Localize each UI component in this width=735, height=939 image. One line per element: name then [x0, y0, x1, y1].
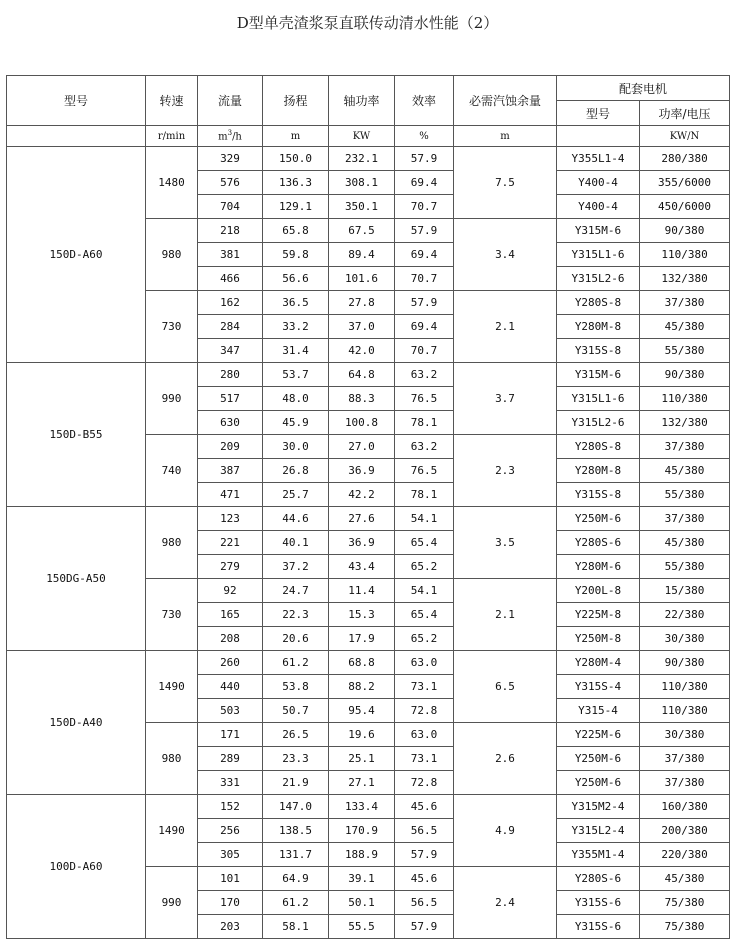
head-cell: 65.8 — [263, 219, 329, 243]
flow-cell: 347 — [198, 339, 263, 363]
speed-cell: 740 — [146, 435, 198, 507]
efficiency-cell: 69.4 — [395, 171, 454, 195]
head-cell: 45.9 — [263, 411, 329, 435]
efficiency-cell: 65.4 — [395, 531, 454, 555]
motor-power-cell: 37/380 — [640, 435, 730, 459]
efficiency-cell: 73.1 — [395, 747, 454, 771]
shaft-power-cell: 37.0 — [329, 315, 395, 339]
motor-model-cell: Y355L1-4 — [557, 147, 640, 171]
flow-cell: 101 — [198, 867, 263, 891]
pump-model-cell: 150D-A60 — [7, 147, 146, 363]
header-efficiency: 效率 — [395, 76, 454, 126]
motor-power-cell: 90/380 — [640, 219, 730, 243]
header-motor-power: 功率/电压 — [640, 101, 730, 126]
efficiency-cell: 70.7 — [395, 267, 454, 291]
head-cell: 40.1 — [263, 531, 329, 555]
motor-power-cell: 55/380 — [640, 339, 730, 363]
flow-cell: 440 — [198, 675, 263, 699]
motor-model-cell: Y280M-6 — [557, 555, 640, 579]
flow-cell: 331 — [198, 771, 263, 795]
head-cell: 30.0 — [263, 435, 329, 459]
flow-cell: 704 — [198, 195, 263, 219]
motor-power-cell: 200/380 — [640, 819, 730, 843]
head-cell: 33.2 — [263, 315, 329, 339]
npsh-cell: 2.6 — [454, 723, 557, 795]
motor-power-cell: 110/380 — [640, 243, 730, 267]
efficiency-cell: 72.8 — [395, 771, 454, 795]
motor-model-cell: Y225M-6 — [557, 723, 640, 747]
motor-power-cell: 37/380 — [640, 507, 730, 531]
efficiency-cell: 57.9 — [395, 147, 454, 171]
npsh-cell: 7.5 — [454, 147, 557, 219]
npsh-cell: 3.5 — [454, 507, 557, 579]
shaft-power-cell: 43.4 — [329, 555, 395, 579]
npsh-cell: 2.4 — [454, 867, 557, 939]
efficiency-cell: 57.9 — [395, 219, 454, 243]
motor-model-cell: Y315L2-6 — [557, 411, 640, 435]
shaft-power-cell: 27.8 — [329, 291, 395, 315]
header-model: 型号 — [7, 76, 146, 126]
motor-power-cell: 45/380 — [640, 315, 730, 339]
shaft-power-cell: 27.6 — [329, 507, 395, 531]
motor-power-cell: 45/380 — [640, 459, 730, 483]
motor-model-cell: Y315-4 — [557, 699, 640, 723]
efficiency-cell: 76.5 — [395, 459, 454, 483]
efficiency-cell: 65.2 — [395, 555, 454, 579]
motor-model-cell: Y400-4 — [557, 195, 640, 219]
motor-model-cell: Y250M-6 — [557, 747, 640, 771]
npsh-cell: 4.9 — [454, 795, 557, 867]
efficiency-cell: 57.9 — [395, 915, 454, 939]
flow-cell: 289 — [198, 747, 263, 771]
motor-power-cell: 110/380 — [640, 387, 730, 411]
speed-cell: 730 — [146, 291, 198, 363]
flow-cell: 284 — [198, 315, 263, 339]
motor-model-cell: Y280M-4 — [557, 651, 640, 675]
motor-power-cell: 45/380 — [640, 867, 730, 891]
motor-model-cell: Y315S-6 — [557, 915, 640, 939]
efficiency-cell: 72.8 — [395, 699, 454, 723]
flow-cell: 123 — [198, 507, 263, 531]
shaft-power-cell: 350.1 — [329, 195, 395, 219]
head-cell: 58.1 — [263, 915, 329, 939]
motor-power-cell: 450/6000 — [640, 195, 730, 219]
flow-cell: 503 — [198, 699, 263, 723]
speed-cell: 1490 — [146, 795, 198, 867]
unit-motor-power: KW/N — [640, 126, 730, 147]
shaft-power-cell: 88.2 — [329, 675, 395, 699]
shaft-power-cell: 55.5 — [329, 915, 395, 939]
table-body — [7, 147, 730, 939]
motor-power-cell: 160/380 — [640, 795, 730, 819]
motor-model-cell: Y400-4 — [557, 171, 640, 195]
unit-npsh: m — [454, 126, 557, 147]
pump-model-cell: 150DG-A50 — [7, 507, 146, 651]
flow-cell: 576 — [198, 171, 263, 195]
table-row — [7, 651, 730, 675]
head-cell: 147.0 — [263, 795, 329, 819]
motor-model-cell: Y280S-6 — [557, 531, 640, 555]
motor-model-cell: Y315S-4 — [557, 675, 640, 699]
unit-flow-exp: 3 — [227, 129, 233, 138]
flow-cell: 329 — [198, 147, 263, 171]
unit-motor-model — [557, 126, 640, 147]
head-cell: 44.6 — [263, 507, 329, 531]
shaft-power-cell: 15.3 — [329, 603, 395, 627]
head-cell: 25.7 — [263, 483, 329, 507]
npsh-cell: 2.1 — [454, 291, 557, 363]
flow-cell: 208 — [198, 627, 263, 651]
speed-cell: 980 — [146, 219, 198, 291]
motor-power-cell: 220/380 — [640, 843, 730, 867]
head-cell: 26.8 — [263, 459, 329, 483]
shaft-power-cell: 36.9 — [329, 531, 395, 555]
efficiency-cell: 57.9 — [395, 843, 454, 867]
shaft-power-cell: 95.4 — [329, 699, 395, 723]
motor-power-cell: 132/380 — [640, 411, 730, 435]
motor-power-cell: 90/380 — [640, 363, 730, 387]
speed-cell: 730 — [146, 579, 198, 651]
flow-cell: 305 — [198, 843, 263, 867]
speed-cell: 980 — [146, 723, 198, 795]
shaft-power-cell: 42.2 — [329, 483, 395, 507]
motor-model-cell: Y315M-6 — [557, 363, 640, 387]
motor-model-cell: Y200L-8 — [557, 579, 640, 603]
shaft-power-cell: 133.4 — [329, 795, 395, 819]
flow-cell: 517 — [198, 387, 263, 411]
shaft-power-cell: 27.0 — [329, 435, 395, 459]
motor-power-cell: 132/380 — [640, 267, 730, 291]
speed-cell: 990 — [146, 867, 198, 939]
motor-power-cell: 22/380 — [640, 603, 730, 627]
unit-shaft-power: KW — [329, 126, 395, 147]
efficiency-cell: 65.4 — [395, 603, 454, 627]
shaft-power-cell: 25.1 — [329, 747, 395, 771]
efficiency-cell: 63.2 — [395, 363, 454, 387]
head-cell: 37.2 — [263, 555, 329, 579]
head-cell: 22.3 — [263, 603, 329, 627]
motor-model-cell: Y315L2-6 — [557, 267, 640, 291]
shaft-power-cell: 50.1 — [329, 891, 395, 915]
head-cell: 31.4 — [263, 339, 329, 363]
flow-cell: 152 — [198, 795, 263, 819]
head-cell: 26.5 — [263, 723, 329, 747]
efficiency-cell: 63.0 — [395, 723, 454, 747]
motor-model-cell: Y315M-6 — [557, 219, 640, 243]
unit-flow-tail: /h — [232, 131, 242, 143]
motor-model-cell: Y280S-8 — [557, 435, 640, 459]
table-row — [7, 507, 730, 531]
motor-power-cell: 75/380 — [640, 915, 730, 939]
header-shaft-power: 轴功率 — [329, 76, 395, 126]
flow-cell: 387 — [198, 459, 263, 483]
table-row — [7, 147, 730, 171]
speed-cell: 980 — [146, 507, 198, 579]
efficiency-cell: 69.4 — [395, 315, 454, 339]
pump-model-cell: 150D-A40 — [7, 651, 146, 795]
motor-power-cell: 15/380 — [640, 579, 730, 603]
flow-cell: 630 — [198, 411, 263, 435]
flow-cell: 171 — [198, 723, 263, 747]
unit-flow — [198, 126, 263, 147]
motor-power-cell: 30/380 — [640, 627, 730, 651]
motor-power-cell: 55/380 — [640, 483, 730, 507]
efficiency-cell: 70.7 — [395, 195, 454, 219]
motor-model-cell: Y315L2-4 — [557, 819, 640, 843]
page-title: D型单壳渣浆泵直联传动清水性能（2） — [236, 14, 499, 32]
pump-model-cell: 150D-B55 — [7, 363, 146, 507]
motor-model-cell: Y355M1-4 — [557, 843, 640, 867]
npsh-cell: 3.4 — [454, 219, 557, 291]
head-cell: 150.0 — [263, 147, 329, 171]
motor-model-cell: Y280M-8 — [557, 315, 640, 339]
head-cell: 23.3 — [263, 747, 329, 771]
efficiency-cell: 54.1 — [395, 579, 454, 603]
efficiency-cell: 76.5 — [395, 387, 454, 411]
efficiency-cell: 54.1 — [395, 507, 454, 531]
shaft-power-cell: 67.5 — [329, 219, 395, 243]
head-cell: 56.6 — [263, 267, 329, 291]
flow-cell: 162 — [198, 291, 263, 315]
npsh-cell: 3.7 — [454, 363, 557, 435]
shaft-power-cell: 232.1 — [329, 147, 395, 171]
table-row — [7, 795, 730, 819]
efficiency-cell: 78.1 — [395, 411, 454, 435]
motor-power-cell: 37/380 — [640, 747, 730, 771]
flow-cell: 203 — [198, 915, 263, 939]
motor-model-cell: Y315L1-6 — [557, 243, 640, 267]
shaft-power-cell: 11.4 — [329, 579, 395, 603]
flow-cell: 256 — [198, 819, 263, 843]
head-cell: 36.5 — [263, 291, 329, 315]
npsh-cell: 6.5 — [454, 651, 557, 723]
motor-model-cell: Y315S-8 — [557, 483, 640, 507]
shaft-power-cell: 170.9 — [329, 819, 395, 843]
head-cell: 138.5 — [263, 819, 329, 843]
motor-model-cell: Y250M-6 — [557, 507, 640, 531]
flow-cell: 260 — [198, 651, 263, 675]
flow-cell: 279 — [198, 555, 263, 579]
motor-power-cell: 90/380 — [640, 651, 730, 675]
flow-cell: 92 — [198, 579, 263, 603]
flow-cell: 466 — [198, 267, 263, 291]
header-npsh: 必需汽蚀余量 — [454, 76, 557, 126]
flow-cell: 165 — [198, 603, 263, 627]
shaft-power-cell: 101.6 — [329, 267, 395, 291]
npsh-cell: 2.3 — [454, 435, 557, 507]
shaft-power-cell: 68.8 — [329, 651, 395, 675]
motor-power-cell: 55/380 — [640, 555, 730, 579]
motor-model-cell: Y250M-8 — [557, 627, 640, 651]
table-row — [7, 363, 730, 387]
unit-speed: r/min — [146, 126, 198, 147]
motor-model-cell: Y225M-8 — [557, 603, 640, 627]
motor-power-cell: 37/380 — [640, 291, 730, 315]
unit-efficiency: % — [395, 126, 454, 147]
efficiency-cell: 63.2 — [395, 435, 454, 459]
head-cell: 131.7 — [263, 843, 329, 867]
head-cell: 21.9 — [263, 771, 329, 795]
motor-model-cell: Y280S-8 — [557, 291, 640, 315]
head-cell: 64.9 — [263, 867, 329, 891]
efficiency-cell: 73.1 — [395, 675, 454, 699]
shaft-power-cell: 188.9 — [329, 843, 395, 867]
efficiency-cell: 57.9 — [395, 291, 454, 315]
efficiency-cell: 78.1 — [395, 483, 454, 507]
head-cell: 24.7 — [263, 579, 329, 603]
efficiency-cell: 63.0 — [395, 651, 454, 675]
shaft-power-cell: 36.9 — [329, 459, 395, 483]
motor-power-cell: 110/380 — [640, 699, 730, 723]
header-head: 扬程 — [263, 76, 329, 126]
shaft-power-cell: 39.1 — [329, 867, 395, 891]
efficiency-cell: 45.6 — [395, 795, 454, 819]
motor-power-cell: 110/380 — [640, 675, 730, 699]
motor-model-cell: Y280M-8 — [557, 459, 640, 483]
head-cell: 50.7 — [263, 699, 329, 723]
head-cell: 48.0 — [263, 387, 329, 411]
motor-power-cell: 355/6000 — [640, 171, 730, 195]
head-cell: 61.2 — [263, 891, 329, 915]
shaft-power-cell: 100.8 — [329, 411, 395, 435]
motor-model-cell: Y315M2-4 — [557, 795, 640, 819]
head-cell: 59.8 — [263, 243, 329, 267]
shaft-power-cell: 42.0 — [329, 339, 395, 363]
motor-model-cell: Y315S-6 — [557, 891, 640, 915]
flow-cell: 221 — [198, 531, 263, 555]
motor-model-cell: Y250M-6 — [557, 771, 640, 795]
header-motor-group: 配套电机 — [557, 76, 730, 101]
motor-power-cell: 30/380 — [640, 723, 730, 747]
shaft-power-cell: 17.9 — [329, 627, 395, 651]
motor-model-cell: Y315S-8 — [557, 339, 640, 363]
motor-power-cell: 45/380 — [640, 531, 730, 555]
shaft-power-cell: 308.1 — [329, 171, 395, 195]
header-speed: 转速 — [146, 76, 198, 126]
efficiency-cell: 56.5 — [395, 891, 454, 915]
unit-model — [7, 126, 146, 147]
head-cell: 53.8 — [263, 675, 329, 699]
shaft-power-cell: 88.3 — [329, 387, 395, 411]
speed-cell: 1480 — [146, 147, 198, 219]
flow-cell: 471 — [198, 483, 263, 507]
unit-head: m — [263, 126, 329, 147]
flow-cell: 209 — [198, 435, 263, 459]
motor-power-cell: 37/380 — [640, 771, 730, 795]
unit-flow-base: m — [218, 131, 228, 143]
flow-cell: 218 — [198, 219, 263, 243]
flow-cell: 280 — [198, 363, 263, 387]
motor-power-cell: 75/380 — [640, 891, 730, 915]
performance-table — [6, 75, 730, 939]
flow-cell: 170 — [198, 891, 263, 915]
header-motor-model: 型号 — [557, 101, 640, 126]
head-cell: 53.7 — [263, 363, 329, 387]
efficiency-cell: 70.7 — [395, 339, 454, 363]
shaft-power-cell: 19.6 — [329, 723, 395, 747]
shaft-power-cell: 64.8 — [329, 363, 395, 387]
flow-cell: 381 — [198, 243, 263, 267]
shaft-power-cell: 89.4 — [329, 243, 395, 267]
speed-cell: 990 — [146, 363, 198, 435]
npsh-cell: 2.1 — [454, 579, 557, 651]
speed-cell: 1490 — [146, 651, 198, 723]
efficiency-cell: 69.4 — [395, 243, 454, 267]
head-cell: 20.6 — [263, 627, 329, 651]
header-flow: 流量 — [198, 76, 263, 126]
head-cell: 129.1 — [263, 195, 329, 219]
efficiency-cell: 45.6 — [395, 867, 454, 891]
motor-power-cell: 280/380 — [640, 147, 730, 171]
head-cell: 136.3 — [263, 171, 329, 195]
head-cell: 61.2 — [263, 651, 329, 675]
motor-model-cell: Y280S-6 — [557, 867, 640, 891]
motor-model-cell: Y315L1-6 — [557, 387, 640, 411]
efficiency-cell: 56.5 — [395, 819, 454, 843]
shaft-power-cell: 27.1 — [329, 771, 395, 795]
pump-model-cell: 100D-A60 — [7, 795, 146, 939]
efficiency-cell: 65.2 — [395, 627, 454, 651]
